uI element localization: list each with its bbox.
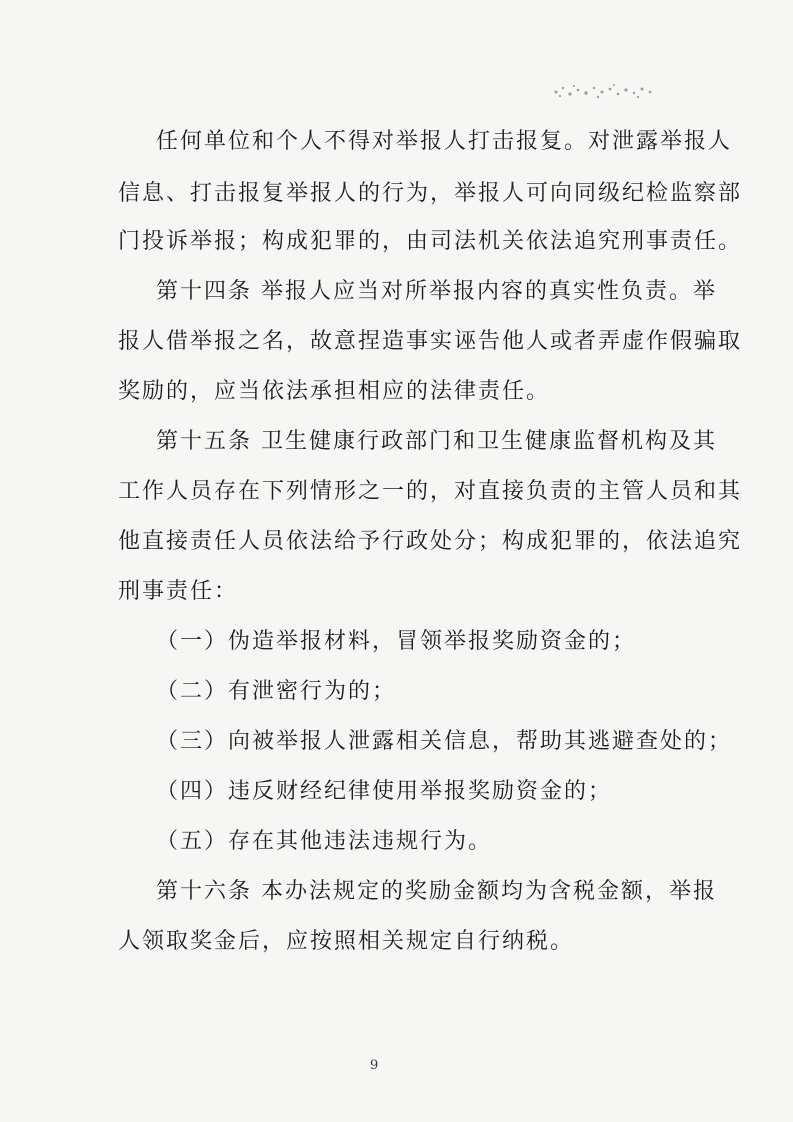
list-item-3: （三）向被举报人泄露相关信息，帮助其逃避查处的； [156, 729, 733, 754]
list-item-1: （一）伪造举报材料，冒领举报奖励资金的； [156, 629, 637, 654]
list-item-5: （五）存在其他违法违规行为。 [156, 829, 493, 854]
paragraph-3-line-3: 他直接责任人员依法给予行政处分；构成犯罪的，依法追究 [118, 529, 743, 554]
stamp-mark [548, 76, 658, 104]
paragraph-2-line-3: 奖励的，应当依法承担相应的法律责任。 [118, 379, 551, 404]
paragraph-2-line-2: 报人借举报之名，故意捏造事实诬告他人或者弄虚作假骗取 [118, 329, 743, 354]
paragraph-4-line-2: 人领取奖金后，应按照相关规定自行纳税。 [118, 929, 575, 954]
paragraph-3-line-2: 工作人员存在下列情形之一的，对直接负责的主管人员和其 [118, 479, 743, 504]
paragraph-4-line-1: 第十六条 本办法规定的奖励金额均为含税金额，举报 [156, 879, 717, 904]
paragraph-3-line-1: 第十五条 卫生健康行政部门和卫生健康监督机构及其 [156, 429, 717, 454]
list-item-4: （四）违反财经纪律使用举报奖励资金的； [156, 779, 613, 804]
paragraph-1-line-1: 任何单位和个人不得对举报人打击报复。对泄露举报人 [156, 129, 733, 154]
paragraph-1-line-2: 信息、打击报复举报人的行为，举报人可向同级纪检监察部 [118, 181, 743, 206]
paragraph-3-line-4: 刑事责任： [118, 579, 239, 604]
page-number: 9 [370, 1058, 379, 1073]
paragraph-1-line-3: 门投诉举报；构成犯罪的，由司法机关依法追究刑事责任。 [118, 229, 743, 254]
list-item-2: （二）有泄密行为的； [156, 679, 397, 704]
paragraph-2-line-1: 第十四条 举报人应当对所举报内容的真实性负责。举 [156, 279, 717, 304]
